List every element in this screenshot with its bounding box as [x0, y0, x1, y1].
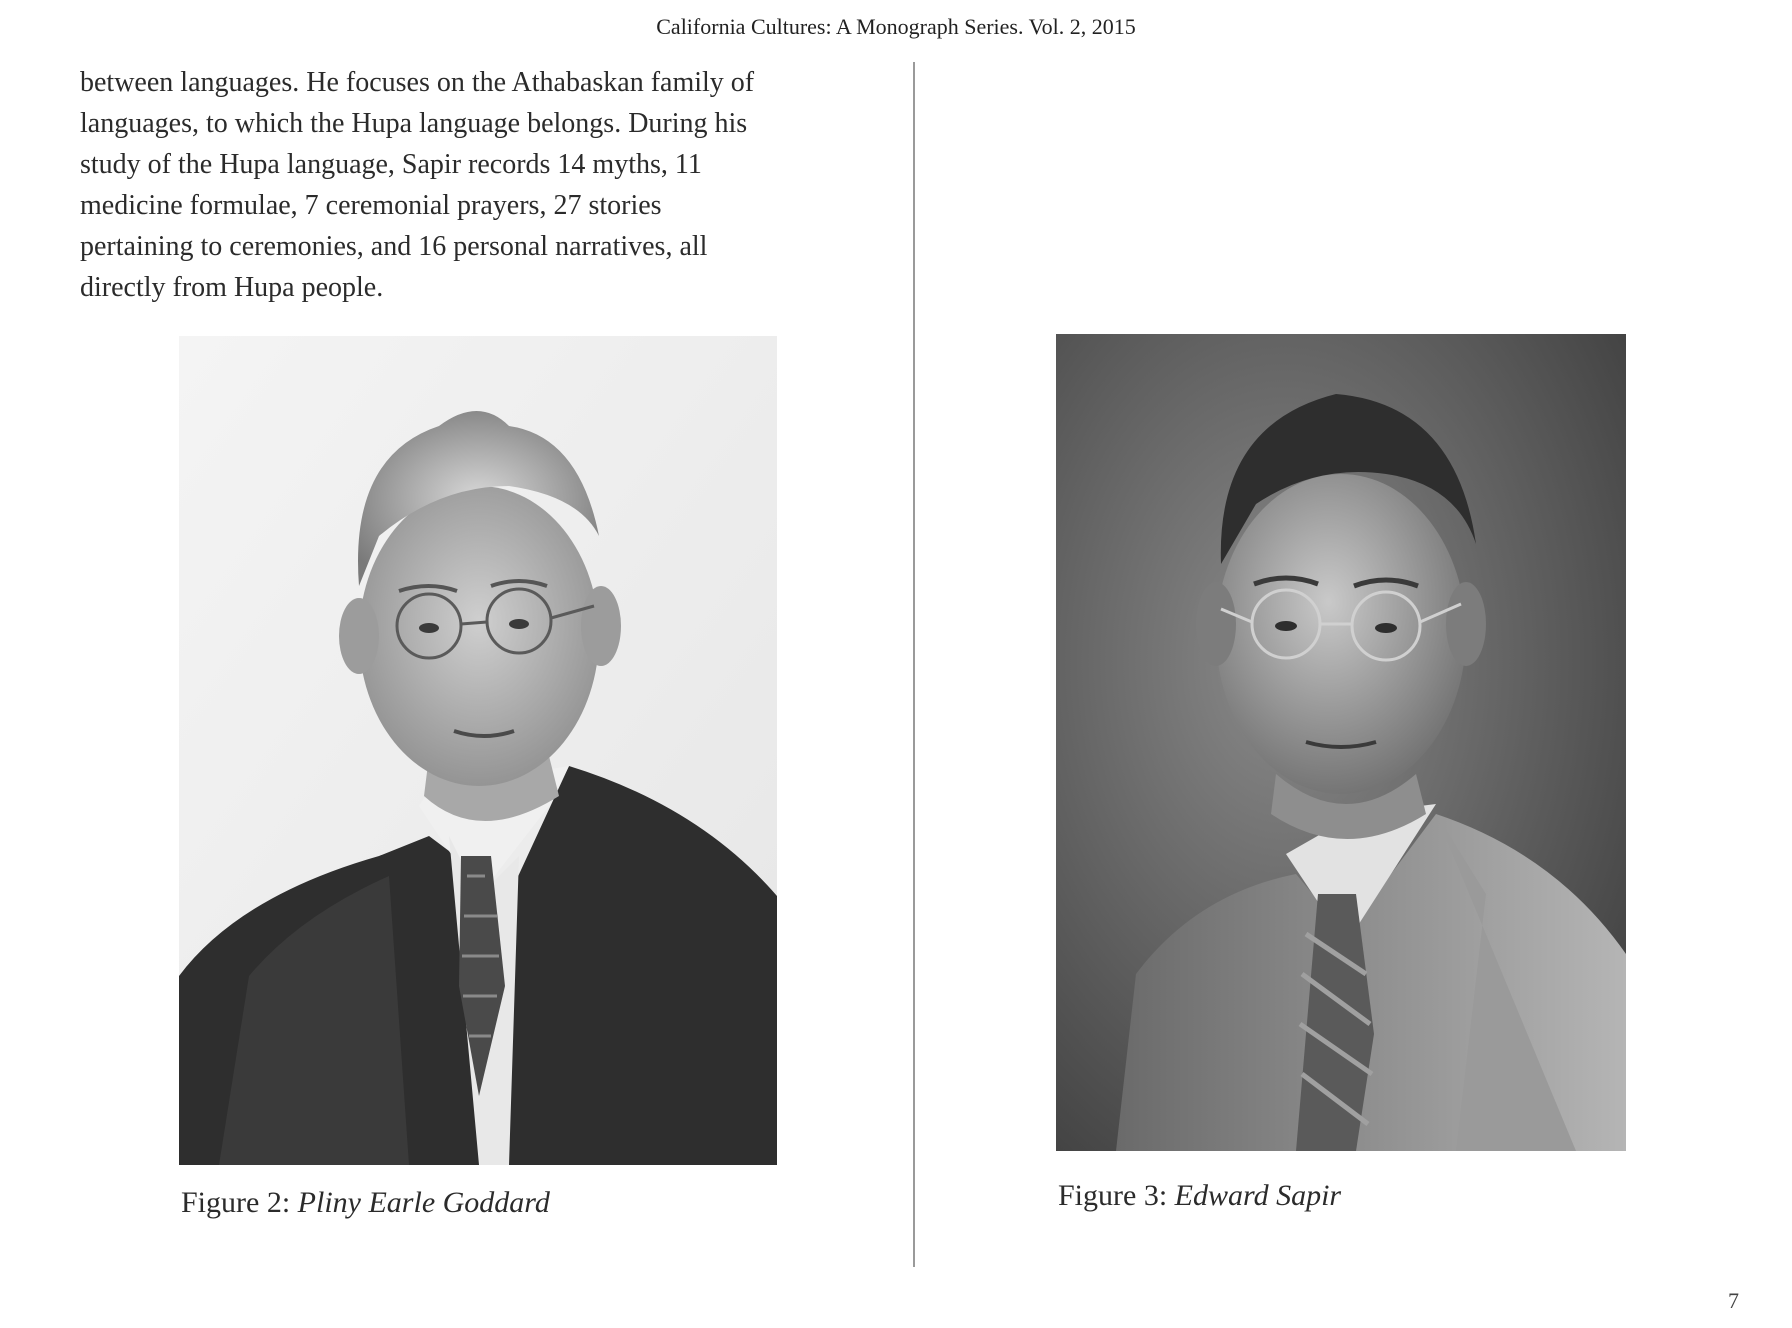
figure-3-name: Edward Sapir [1174, 1179, 1342, 1212]
figure-2-photo [179, 336, 777, 1165]
paragraph-line: directly from Hupa people. [80, 272, 384, 303]
portrait-photo-icon [1056, 334, 1626, 1151]
figure-2-name: Pliny Earle Goddard [297, 1186, 550, 1219]
figure-3-photo [1056, 334, 1626, 1151]
paragraph-line: languages, to which the Hupa language belongs. During his [80, 108, 748, 139]
paragraph-line: pertaining to ceremonies, and 16 personal narratives, all [80, 231, 708, 262]
column-divider [913, 62, 915, 1267]
portrait-photo-icon [179, 336, 777, 1165]
paragraph-line: between languages. He focuses on the Athabaskan family of [80, 67, 755, 98]
figure-3-label: Figure 3: [1058, 1179, 1168, 1212]
figure-3-caption [1058, 1179, 1341, 1213]
figure-2-caption [181, 1186, 550, 1220]
page-number: 7 [1728, 1288, 1739, 1313]
body-paragraph [80, 62, 880, 308]
figure-2-label: Figure 2: [181, 1186, 291, 1219]
running-header: California Cultures: A Monograph Series. Vol. 2, 2015 [656, 14, 1136, 39]
paragraph-line: medicine formulae, 7 ceremonial prayers, 27 stories [80, 190, 662, 221]
paragraph-line: study of the Hupa language, Sapir records 14 myths, 11 [80, 149, 702, 180]
